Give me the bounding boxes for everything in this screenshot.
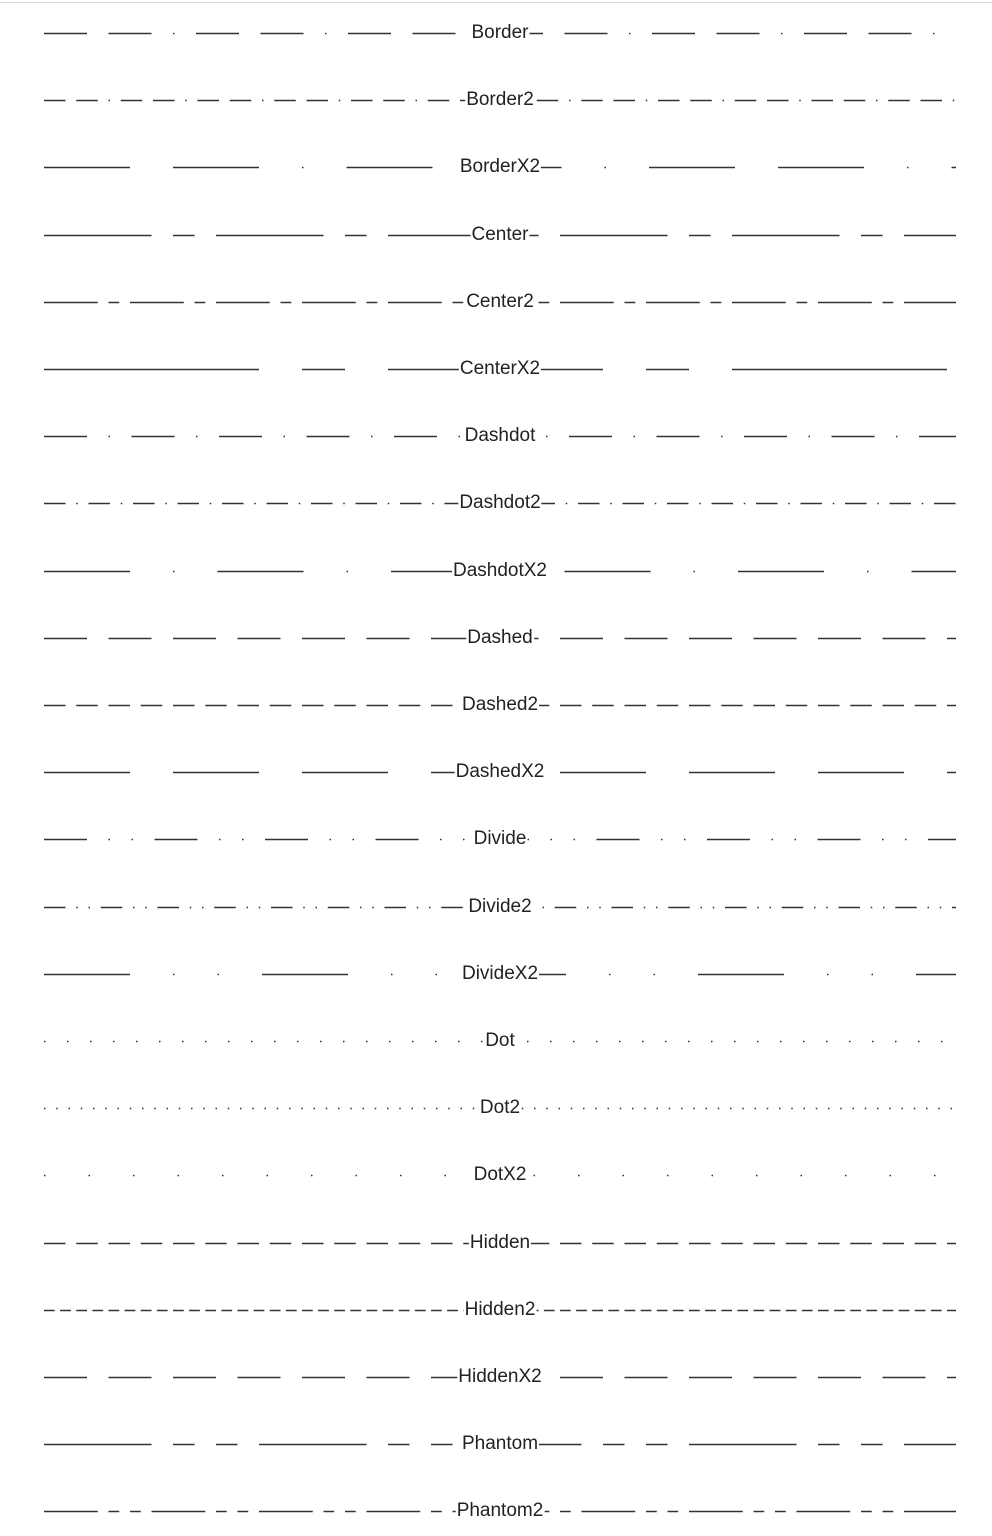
linetype-label: DashedX2	[455, 761, 545, 783]
linetype-row	[0, 421, 992, 451]
linetype-label: Border2	[466, 89, 534, 111]
linetype-label: Divide	[473, 828, 527, 850]
linetype-row	[0, 1160, 992, 1190]
linetype-label: Dashdot2	[459, 492, 541, 514]
linetype-row	[0, 892, 992, 922]
linetype-label: DivideX2	[461, 962, 539, 984]
linetype-row	[0, 1429, 992, 1459]
linetype-row	[0, 488, 992, 518]
linetype-label: DashdotX2	[452, 559, 548, 581]
linetype-row	[0, 152, 992, 182]
linetype-row	[0, 287, 992, 317]
linetype-row	[0, 959, 992, 989]
linetype-label: BorderX2	[459, 156, 541, 178]
linetype-row	[0, 757, 992, 787]
linetype-label: Phantom	[461, 1433, 539, 1455]
linetype-label: Center2	[466, 290, 534, 312]
linetype-label: HiddenX2	[458, 1366, 542, 1387]
linetype-label: Dashed	[467, 626, 533, 648]
linetype-label: DotX2	[473, 1164, 527, 1186]
linetype-row	[0, 690, 992, 720]
linetype-label: Dot	[485, 1030, 515, 1051]
linetype-label: Border	[471, 22, 529, 43]
linetype-row	[0, 1026, 992, 1056]
linetype-row	[0, 623, 992, 653]
linetype-row	[0, 1362, 992, 1392]
linetype-label: CenterX2	[459, 358, 541, 379]
linetype-row	[0, 354, 992, 384]
linetype-row	[0, 85, 992, 115]
linetype-label: Phantom2	[456, 1500, 544, 1522]
linetype-row	[0, 824, 992, 854]
linetype-row	[0, 1496, 992, 1526]
linetype-label: Dot2	[479, 1097, 521, 1119]
linetype-label: Center	[471, 223, 529, 245]
linetype-label: Dashdot	[464, 425, 536, 447]
linetype-row	[0, 220, 992, 250]
linetype-row	[0, 1295, 992, 1325]
linetype-row	[0, 1228, 992, 1258]
linetype-label: Dashed2	[461, 694, 539, 715]
linetype-row	[0, 1093, 992, 1123]
linetype-label: Hidden	[469, 1231, 531, 1253]
linetype-label: Divide2	[468, 895, 532, 917]
linetype-label: Hidden2	[464, 1298, 536, 1320]
linetype-row	[0, 556, 992, 586]
linetype-row	[0, 18, 992, 48]
